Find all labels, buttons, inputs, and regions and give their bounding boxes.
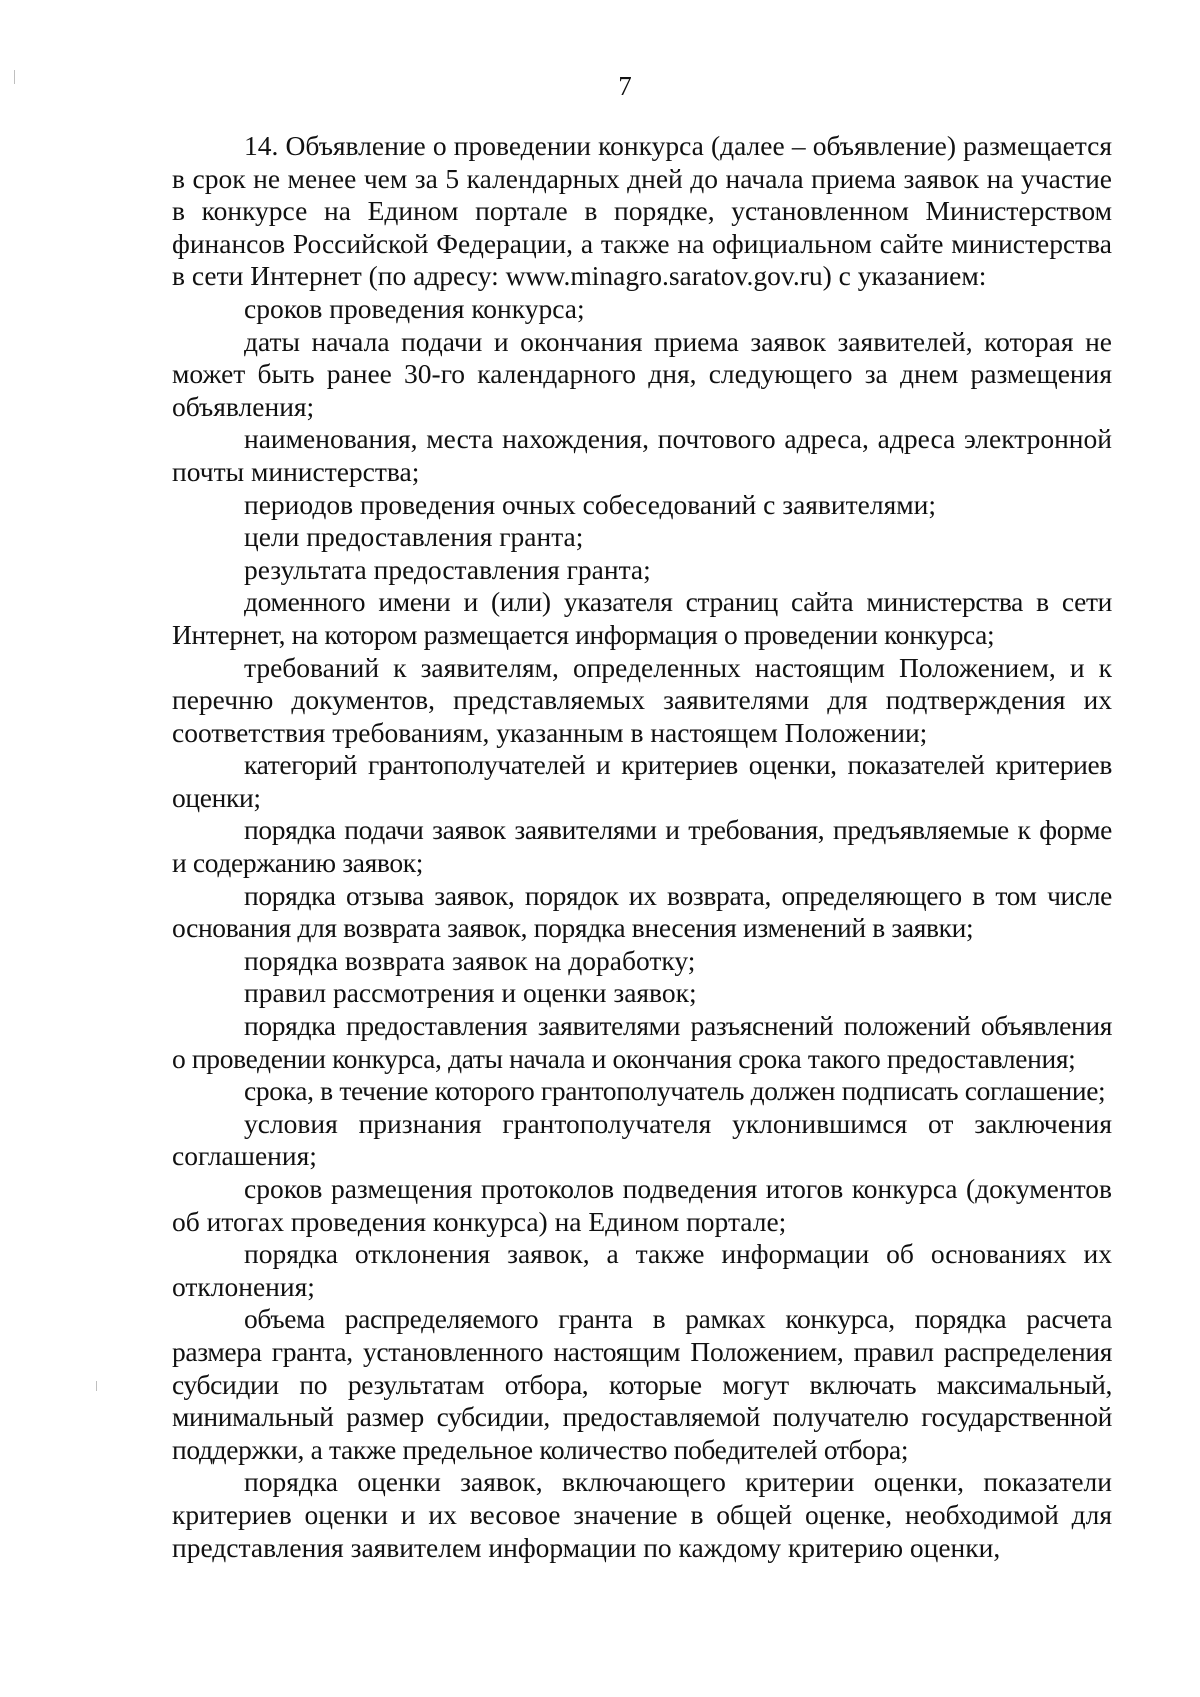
- list-item: требований к заявителям, определенных настоящим Положением, и к перечню документов, представляемых заявителями для подтверждения их соответствия требованиям, указанным в настоящем Положении;: [172, 651, 1112, 748]
- list-item: объема распределяемого гранта в рамках конкурса, порядка расчета размера гранта, установленного настоящим Положением, правил распределения субсидии по результатам отбора, которые могут включать максимальный, минимальный размер субсидии, предоставляемой получателю государственной поддержки, а также предельное количество победителей отбора;: [172, 1303, 1112, 1465]
- list-item: порядка отклонения заявок, а также информации об основаниях их отклонения;: [172, 1238, 1112, 1302]
- scan-artifact: [96, 1381, 97, 1391]
- list-item: сроков размещения протоколов подведения итогов конкурса (документов об итогах проведения конкурса) на Едином портале;: [172, 1173, 1112, 1237]
- list-item: цели предоставления гранта;: [244, 521, 584, 553]
- document-body: [172, 130, 1112, 1564]
- list-item: результата предоставления гранта;: [244, 553, 651, 585]
- list-item: порядка предоставления заявителями разъяснений положений объявления о проведении конкурса, даты начала и окончания срока такого предоставления;: [172, 1010, 1112, 1074]
- list-item: условия признания грантополучателя уклонившимся от заключения соглашения;: [172, 1107, 1112, 1172]
- list-item: порядка отзыва заявок, порядок их возврата, определяющего в том числе основания для возврата заявок, порядка внесения изменений в заявки;: [172, 879, 1112, 944]
- list-item: правил рассмотрения и оценки заявок;: [244, 977, 697, 1009]
- paragraph-item-14: 14. Объявление о проведении конкурса (далее – объявление) размещается в срок не менее чем за 5 календарных дней до начала приема заявок на участие в конкурсе на Едином портале в порядке, установленном Министерством финансов Российской Федерации, а также на официальном сайте министерства в сети Интернет (по адресу: www.minagro.saratov.gov.ru) с указанием:: [172, 130, 1112, 292]
- list-item: наименования, места нахождения, почтового адреса, адреса электронной почты министерства;: [172, 423, 1112, 487]
- list-item: порядка возврата заявок на доработку;: [244, 944, 696, 976]
- list-item: категорий грантополучателей и критериев оценки, показателей критериев оценки;: [172, 749, 1112, 813]
- list-item: даты начала подачи и окончания приема заявок заявителей, которая не может быть ранее 30-го календарного дня, следующего за днем размещения объявления;: [172, 325, 1112, 422]
- list-item: доменного имени и (или) указателя страниц сайта министерства в сети Интернет, на котором размещается информация о проведении конкурса;: [172, 586, 1112, 650]
- list-item: срока, в течение которого грантополучатель должен подписать соглашение;: [244, 1075, 1106, 1107]
- page-number: 7: [618, 71, 632, 101]
- list-item: порядка подачи заявок заявителями и требования, предъявляемые к форме и содержанию заявок;: [172, 814, 1112, 879]
- list-item: периодов проведения очных собеседований с заявителями;: [244, 488, 936, 520]
- list-item: порядка оценки заявок, включающего критерии оценки, показатели критериев оценки и их весовое значение в общей оценке, необходимой для представления заявителем информации по каждому критерию оценки,: [172, 1466, 1112, 1563]
- list-item: сроков проведения конкурса;: [244, 292, 585, 324]
